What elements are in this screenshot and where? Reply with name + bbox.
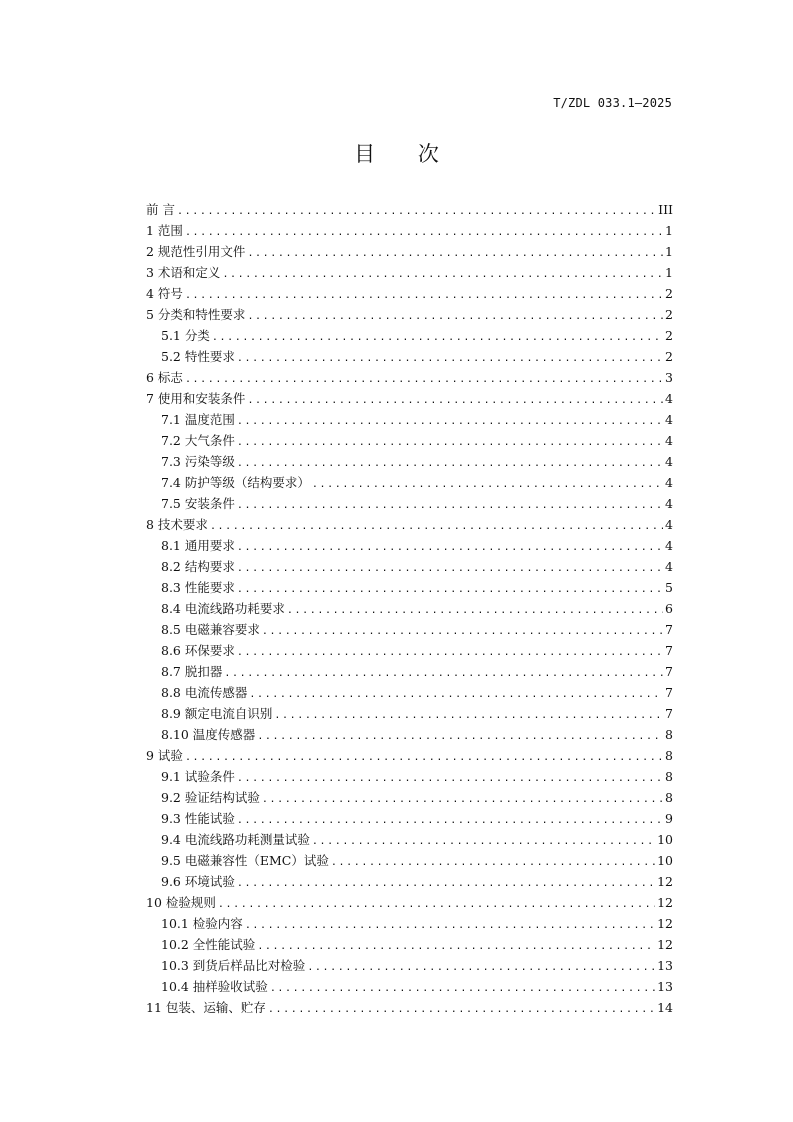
toc-entry-label: 1 范围 xyxy=(146,223,183,238)
toc-entry[interactable] xyxy=(146,388,673,409)
toc-entry-page: 8 xyxy=(665,769,673,784)
toc-entry[interactable] xyxy=(146,493,673,514)
toc-leader-dots xyxy=(218,894,655,915)
toc-entry[interactable] xyxy=(146,199,673,220)
toc-entry-label: 3 术语和定义 xyxy=(146,265,221,280)
toc-entry-label: 9.5 电磁兼容性（EMC）试验 xyxy=(161,853,329,868)
toc-leader-dots xyxy=(237,558,663,579)
toc-entry[interactable] xyxy=(146,556,673,577)
toc-leader-dots xyxy=(212,327,663,348)
toc-entry[interactable] xyxy=(146,367,673,388)
toc-entry-page: 7 xyxy=(665,685,673,700)
toc-entry-page: 4 xyxy=(665,538,673,553)
toc-entry[interactable] xyxy=(146,577,673,598)
toc-entry[interactable] xyxy=(146,850,673,871)
toc-entry-label: 8.5 电磁兼容要求 xyxy=(161,622,260,637)
toc-entry-page: 1 xyxy=(665,223,673,238)
toc-leader-dots xyxy=(237,768,663,789)
page-title: 目 次 xyxy=(354,142,457,166)
toc-leader-dots xyxy=(185,747,663,768)
toc-leader-dots xyxy=(224,663,663,684)
table-of-contents xyxy=(146,199,673,1018)
toc-entry[interactable] xyxy=(146,766,673,787)
toc-leader-dots xyxy=(185,222,663,243)
toc-entry-label: 10.3 到货后样品比对检验 xyxy=(161,958,306,973)
toc-leader-dots xyxy=(268,999,655,1020)
toc-entry-label: 9.2 验证结构试验 xyxy=(161,790,260,805)
toc-entry[interactable] xyxy=(146,535,673,556)
toc-entry[interactable] xyxy=(146,703,673,724)
toc-entry-page: 12 xyxy=(657,895,673,910)
toc-entry-page: 6 xyxy=(665,601,673,616)
toc-entry[interactable] xyxy=(146,976,673,997)
toc-leader-dots xyxy=(237,453,663,474)
toc-entry[interactable] xyxy=(146,787,673,808)
toc-entry-label: 7.4 防护等级（结构要求） xyxy=(161,475,310,490)
toc-entry-page: 7 xyxy=(665,643,673,658)
toc-entry[interactable] xyxy=(146,451,673,472)
toc-leader-dots xyxy=(307,957,655,978)
toc-leader-dots xyxy=(312,474,663,495)
toc-entry[interactable] xyxy=(146,640,673,661)
toc-entry-label: 8.9 额定电流自识别 xyxy=(161,706,273,721)
toc-leader-dots xyxy=(247,243,663,264)
toc-entry-label: 8.8 电流传感器 xyxy=(161,685,248,700)
toc-entry[interactable] xyxy=(146,346,673,367)
toc-entry[interactable] xyxy=(146,661,673,682)
toc-entry-label: 2 规范性引用文件 xyxy=(146,244,246,259)
toc-entry-label: 11 包装、运输、贮存 xyxy=(146,1000,266,1015)
toc-entry[interactable] xyxy=(146,430,673,451)
toc-entry-page: 10 xyxy=(657,832,673,847)
toc-entry-label: 7.5 安装条件 xyxy=(161,496,235,511)
toc-entry[interactable] xyxy=(146,283,673,304)
toc-entry-page: 1 xyxy=(665,265,673,280)
toc-entry-page: 4 xyxy=(665,496,673,511)
document-code: T/ZDL 033.1—2025 xyxy=(553,96,672,110)
toc-entry-page: 13 xyxy=(657,958,673,973)
toc-leader-dots xyxy=(331,852,655,873)
toc-entry[interactable] xyxy=(146,619,673,640)
toc-entry-label: 9.3 性能试验 xyxy=(161,811,235,826)
toc-entry-page: 7 xyxy=(665,706,673,721)
toc-leader-dots xyxy=(237,642,663,663)
toc-entry[interactable] xyxy=(146,892,673,913)
toc-leader-dots xyxy=(222,264,663,285)
toc-entry[interactable] xyxy=(146,808,673,829)
toc-leader-dots xyxy=(237,348,663,369)
toc-entry[interactable] xyxy=(146,304,673,325)
toc-leader-dots xyxy=(237,579,663,600)
toc-entry-page: 2 xyxy=(665,286,673,301)
toc-entry-page: 13 xyxy=(657,979,673,994)
toc-entry-page: 4 xyxy=(665,391,673,406)
toc-entry-page: 14 xyxy=(657,1000,673,1015)
toc-entry[interactable] xyxy=(146,745,673,766)
toc-entry-label: 4 符号 xyxy=(146,286,183,301)
toc-entry-page: 8 xyxy=(665,790,673,805)
toc-entry[interactable] xyxy=(146,409,673,430)
toc-entry-page: 12 xyxy=(657,874,673,889)
toc-entry-page: 2 xyxy=(665,349,673,364)
toc-entry-page: 10 xyxy=(657,853,673,868)
toc-entry-page: 4 xyxy=(665,475,673,490)
toc-entry-label: 7.2 大气条件 xyxy=(161,433,235,448)
toc-entry-page: 8 xyxy=(665,748,673,763)
toc-entry-page: 4 xyxy=(665,517,673,532)
toc-entry-label: 10 检验规则 xyxy=(146,895,216,910)
toc-entry-page: 5 xyxy=(665,580,673,595)
toc-entry-label: 9 试验 xyxy=(146,748,183,763)
toc-leader-dots xyxy=(237,411,663,432)
toc-entry-page: 4 xyxy=(665,559,673,574)
toc-leader-dots xyxy=(262,621,663,642)
toc-entry[interactable] xyxy=(146,262,673,283)
toc-entry[interactable] xyxy=(146,325,673,346)
toc-leader-dots xyxy=(274,705,663,726)
toc-leader-dots xyxy=(177,201,656,222)
toc-leader-dots xyxy=(270,978,655,999)
toc-entry[interactable] xyxy=(146,220,673,241)
toc-entry[interactable] xyxy=(146,598,673,619)
toc-entry-page: 1 xyxy=(665,244,673,259)
toc-entry-page: 4 xyxy=(665,412,673,427)
toc-entry[interactable] xyxy=(146,955,673,976)
toc-entry-label: 5.1 分类 xyxy=(161,328,210,343)
toc-entry-page: 2 xyxy=(665,307,673,322)
toc-entry-page: 2 xyxy=(665,328,673,343)
toc-leader-dots xyxy=(247,390,663,411)
toc-entry-label: 6 标志 xyxy=(146,370,183,385)
toc-entry-label: 10.4 抽样验收试验 xyxy=(161,979,268,994)
toc-entry-label: 9.1 试验条件 xyxy=(161,769,235,784)
toc-entry-label: 7.3 污染等级 xyxy=(161,454,235,469)
toc-entry-page: 12 xyxy=(657,916,673,931)
toc-entry[interactable] xyxy=(146,829,673,850)
toc-entry-label: 10.2 全性能试验 xyxy=(161,937,256,952)
toc-leader-dots xyxy=(245,915,655,936)
toc-entry-page: 8 xyxy=(665,727,673,742)
toc-entry-label: 8.4 电流线路功耗要求 xyxy=(161,601,285,616)
toc-leader-dots xyxy=(237,810,663,831)
toc-leader-dots xyxy=(185,285,663,306)
toc-entry-label: 8.10 温度传感器 xyxy=(161,727,256,742)
toc-entry[interactable] xyxy=(146,997,673,1018)
toc-entry-page: III xyxy=(658,202,673,217)
toc-leader-dots xyxy=(249,684,663,705)
toc-leader-dots xyxy=(247,306,663,327)
toc-leader-dots xyxy=(237,495,663,516)
toc-entry-label: 5.2 特性要求 xyxy=(161,349,235,364)
toc-entry-page: 7 xyxy=(665,622,673,637)
toc-leader-dots xyxy=(257,936,655,957)
toc-entry[interactable] xyxy=(146,682,673,703)
toc-entry[interactable] xyxy=(146,514,673,535)
toc-entry[interactable] xyxy=(146,724,673,745)
toc-leader-dots xyxy=(257,726,663,747)
toc-entry-label: 8.6 环保要求 xyxy=(161,643,235,658)
toc-entry-label: 7 使用和安装条件 xyxy=(146,391,246,406)
toc-leader-dots xyxy=(185,369,663,390)
toc-entry-label: 9.4 电流线路功耗测量试验 xyxy=(161,832,310,847)
toc-leader-dots xyxy=(312,831,655,852)
toc-leader-dots xyxy=(237,537,663,558)
toc-entry-label: 10.1 检验内容 xyxy=(161,916,243,931)
toc-entry-label: 8 技术要求 xyxy=(146,517,208,532)
toc-entry-page: 3 xyxy=(665,370,673,385)
toc-entry-page: 12 xyxy=(657,937,673,952)
toc-entry-label: 8.1 通用要求 xyxy=(161,538,235,553)
toc-leader-dots xyxy=(210,516,663,537)
toc-entry-label: 5 分类和特性要求 xyxy=(146,307,246,322)
toc-leader-dots xyxy=(287,600,663,621)
toc-entry-page: 4 xyxy=(665,454,673,469)
toc-leader-dots xyxy=(262,789,663,810)
toc-entry-page: 4 xyxy=(665,433,673,448)
toc-entry-label: 9.6 环境试验 xyxy=(161,874,235,889)
toc-leader-dots xyxy=(237,432,663,453)
toc-entry-page: 7 xyxy=(665,664,673,679)
toc-entry[interactable] xyxy=(146,871,673,892)
toc-leader-dots xyxy=(237,873,655,894)
toc-entry-page: 9 xyxy=(665,811,673,826)
toc-entry[interactable] xyxy=(146,241,673,262)
toc-entry-label: 前 言 xyxy=(146,202,175,217)
toc-entry[interactable] xyxy=(146,934,673,955)
toc-entry[interactable] xyxy=(146,472,673,493)
toc-entry-label: 8.3 性能要求 xyxy=(161,580,235,595)
toc-entry-label: 8.2 结构要求 xyxy=(161,559,235,574)
toc-entry[interactable] xyxy=(146,913,673,934)
toc-entry-label: 7.1 温度范围 xyxy=(161,412,235,427)
toc-entry-label: 8.7 脱扣器 xyxy=(161,664,223,679)
